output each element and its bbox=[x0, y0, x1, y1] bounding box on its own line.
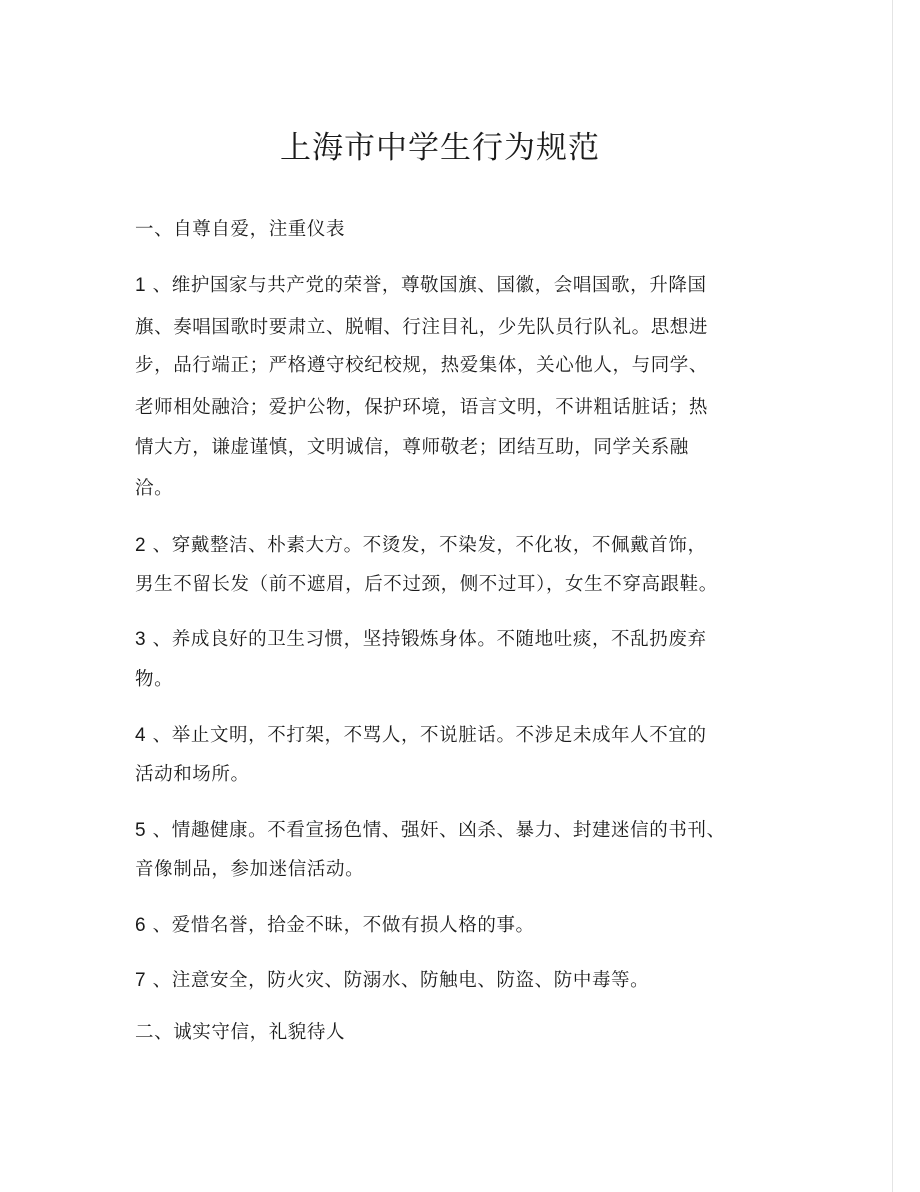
rule-item-5-number: 5 bbox=[135, 820, 147, 841]
rule-item-5-line-1: 5 、情趣健康。不看宣扬色情、强奸、凶杀、暴力、封建迷信的书刊、 bbox=[135, 820, 726, 841]
rule-item-4-line-2: 活动和场所。 bbox=[135, 764, 250, 785]
rule-item-1-number: 1 bbox=[135, 275, 147, 296]
rule-item-3-number: 3 bbox=[135, 629, 147, 650]
rule-item-6-line-1: 6 、爱惜名誉，拾金不昧，不做有损人格的事。 bbox=[135, 915, 535, 936]
rule-item-6-number: 6 bbox=[135, 915, 147, 936]
section-heading-2: 二、诚实守信，礼貌待人 bbox=[135, 1022, 346, 1043]
rule-item-3-line-2: 物。 bbox=[135, 669, 174, 690]
rule-item-1-line-3: 步，品行端正；严格遵守校纪校规，热爱集体，关心他人，与同学、 bbox=[135, 355, 709, 376]
rule-item-1-line-2: 旗、奏唱国歌时要肃立、脱帽、行注目礼，少先队员行队礼。思想进 bbox=[135, 317, 709, 338]
rule-item-7-number: 7 bbox=[135, 970, 147, 991]
rule-item-2-line-1: 2 、穿戴整洁、朴素大方。不烫发，不染发，不化妆，不佩戴首饰， bbox=[135, 535, 707, 556]
page-edge-divider bbox=[892, 0, 893, 1192]
document-title: 上海市中学生行为规范 bbox=[280, 130, 600, 166]
rule-item-4-line-1: 4 、举止文明，不打架，不骂人，不说脏话。不涉足未成年人不宜的 bbox=[135, 725, 707, 746]
rule-item-4-number: 4 bbox=[135, 725, 147, 746]
rule-item-7-line-1: 7 、注意安全，防火灾、防溺水、防触电、防盗、防中毒等。 bbox=[135, 970, 650, 991]
rule-item-2-line-2: 男生不留长发（前不遮眉，后不过颈，侧不过耳），女生不穿高跟鞋。 bbox=[135, 574, 718, 595]
rule-item-3-line-1: 3 、养成良好的卫生习惯，坚持锻炼身体。不随地吐痰，不乱扔废弃 bbox=[135, 629, 707, 650]
rule-item-1-line-5: 情大方，谦虚谨慎，文明诚信，尊师敬老；团结互助，同学关系融 bbox=[135, 437, 689, 458]
rule-item-1-line-1: 1 、维护国家与共产党的荣誉，尊敬国旗、国徽，会唱国歌，升降国 bbox=[135, 275, 707, 296]
rule-item-5-line-2: 音像制品，参加迷信活动。 bbox=[135, 859, 365, 880]
rule-item-1-line-4: 老师相处融洽；爱护公物，保护环境，语言文明，不讲粗话脏话；热 bbox=[135, 397, 709, 418]
section-heading-1: 一、自尊自爱，注重仪表 bbox=[135, 219, 346, 240]
rule-item-1-line-6: 洽。 bbox=[135, 478, 174, 499]
rule-item-2-number: 2 bbox=[135, 535, 147, 556]
